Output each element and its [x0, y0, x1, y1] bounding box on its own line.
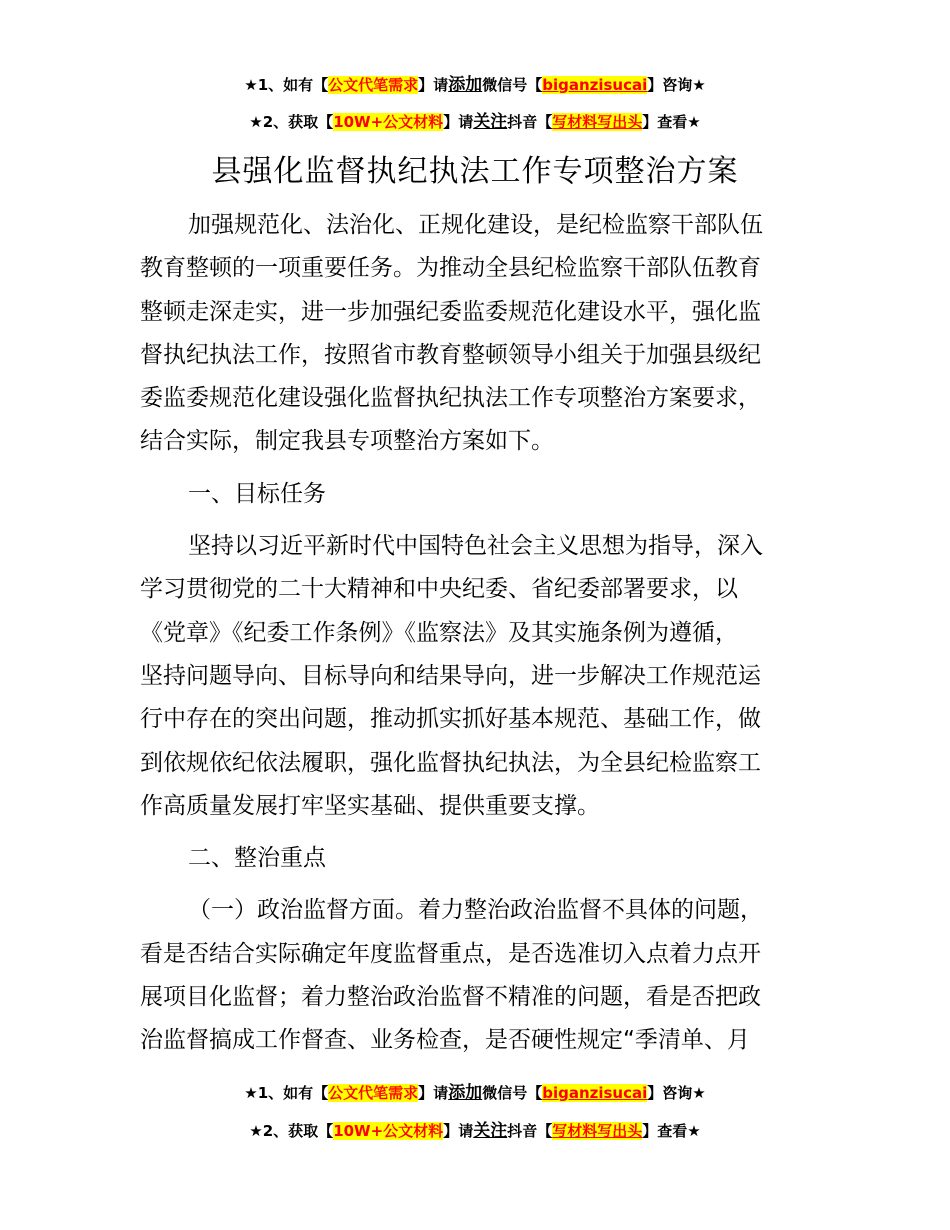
promo-text: ★2、获取【 [249, 113, 334, 131]
paragraph-line: 教育整顿的一项重要任务。为推动全县纪检监察干部队伍教育 [140, 255, 761, 282]
promo-highlight: 公文代笔需求 [328, 76, 419, 94]
wechat-id: biganzisucai [542, 1084, 648, 1102]
promo-text: ★2、获取【 [249, 1122, 334, 1140]
paragraph-line: 看是否结合实际确定年度监督重点，是否选准切入点着力点开 [140, 940, 761, 967]
paragraph-line: 委监委规范化建设强化监督执纪执法工作专项整治方案要求， [140, 385, 761, 412]
promo-emphasis: 添加 [448, 75, 483, 95]
paragraph-line: 督执纪执法工作，按照省市教育整顿领导小组关于加强县级纪 [140, 341, 761, 368]
paragraph-line: 《党章》《纪委工作条例》《监察法》及其实施条例为遵循， [140, 619, 738, 646]
paragraph-line: 坚持以习近平新时代中国特色社会主义思想为指导，深入 [188, 533, 763, 560]
footer-promo-line-2 [0, 1116, 950, 1141]
paragraph-line: 坚持问题导向、目标导向和结果导向，进一步解决工作规范运 [140, 662, 761, 689]
promo-text: 】请 [418, 1084, 449, 1102]
footer-promo-line-1 [0, 1078, 950, 1103]
promo-emphasis: 关注 [473, 1121, 508, 1141]
promo-text: 】查看★ [642, 1122, 701, 1140]
paragraph-line: 到依规依纪依法履职，强化监督执纪执法，为全县纪检监察工 [140, 749, 761, 776]
promo-text: 】咨询★ [647, 76, 706, 94]
promo-line-1 [0, 70, 950, 95]
paragraph-line: 结合实际，制定我县专项整治方案如下。 [140, 428, 554, 455]
section-heading: 一、目标任务 [188, 480, 326, 507]
promo-text: 微信号【 [482, 1084, 543, 1102]
promo-text: 】请 [418, 76, 449, 94]
paragraph-line: 行中存在的突出问题，推动抓实抓好基本规范、基础工作，做 [140, 706, 761, 733]
promo-text: 】请 [443, 113, 474, 131]
document-body [140, 204, 820, 1063]
promo-text: ★1、如有【 [244, 1084, 329, 1102]
promo-text: 微信号【 [482, 76, 543, 94]
document-title: 县强化监督执纪执法工作专项整治方案 [211, 154, 739, 189]
promo-emphasis: 添加 [448, 1083, 483, 1103]
promo-highlight: 10W+公文材料 [333, 1122, 444, 1140]
paragraph-line: 作高质量发展打牢坚实基础、提供重要支撑。 [140, 792, 600, 819]
paragraph-line: 治监督搞成工作督查、业务检查，是否硬性规定“季清单、月 [140, 1027, 750, 1054]
paragraph-line: 加强规范化、法治化、正规化建设，是纪检监察干部队伍 [188, 212, 763, 238]
promo-text: 抖音【 [507, 1122, 553, 1140]
douyin-account: 写材料写出头 [552, 113, 643, 131]
promo-emphasis: 关注 [473, 112, 508, 132]
paragraph-line: 展项目化监督；着力整治政治监督不精准的问题，看是否把政 [140, 984, 761, 1011]
promo-text: 抖音【 [507, 113, 553, 131]
paragraph-line: 学习贯彻党的二十大精神和中央纪委、省纪委部署要求，以 [140, 576, 738, 603]
paragraph-line: （一）政治监督方面。着力整治政治监督不具体的问题， [188, 897, 763, 924]
promo-line-2 [0, 107, 950, 132]
promo-text: 】查看★ [642, 113, 701, 131]
paragraph-line: 整顿走深走实，进一步加强纪委监委规范化建设水平，强化监 [140, 298, 761, 325]
promo-highlight: 公文代笔需求 [328, 1084, 419, 1102]
promo-text: 】咨询★ [647, 1084, 706, 1102]
promo-text: ★1、如有【 [244, 76, 329, 94]
promo-text: 】请 [443, 1122, 474, 1140]
promo-highlight: 10W+公文材料 [333, 113, 444, 131]
wechat-id: biganzisucai [542, 76, 648, 94]
section-heading: 二、整治重点 [188, 845, 326, 872]
douyin-account: 写材料写出头 [552, 1122, 643, 1140]
